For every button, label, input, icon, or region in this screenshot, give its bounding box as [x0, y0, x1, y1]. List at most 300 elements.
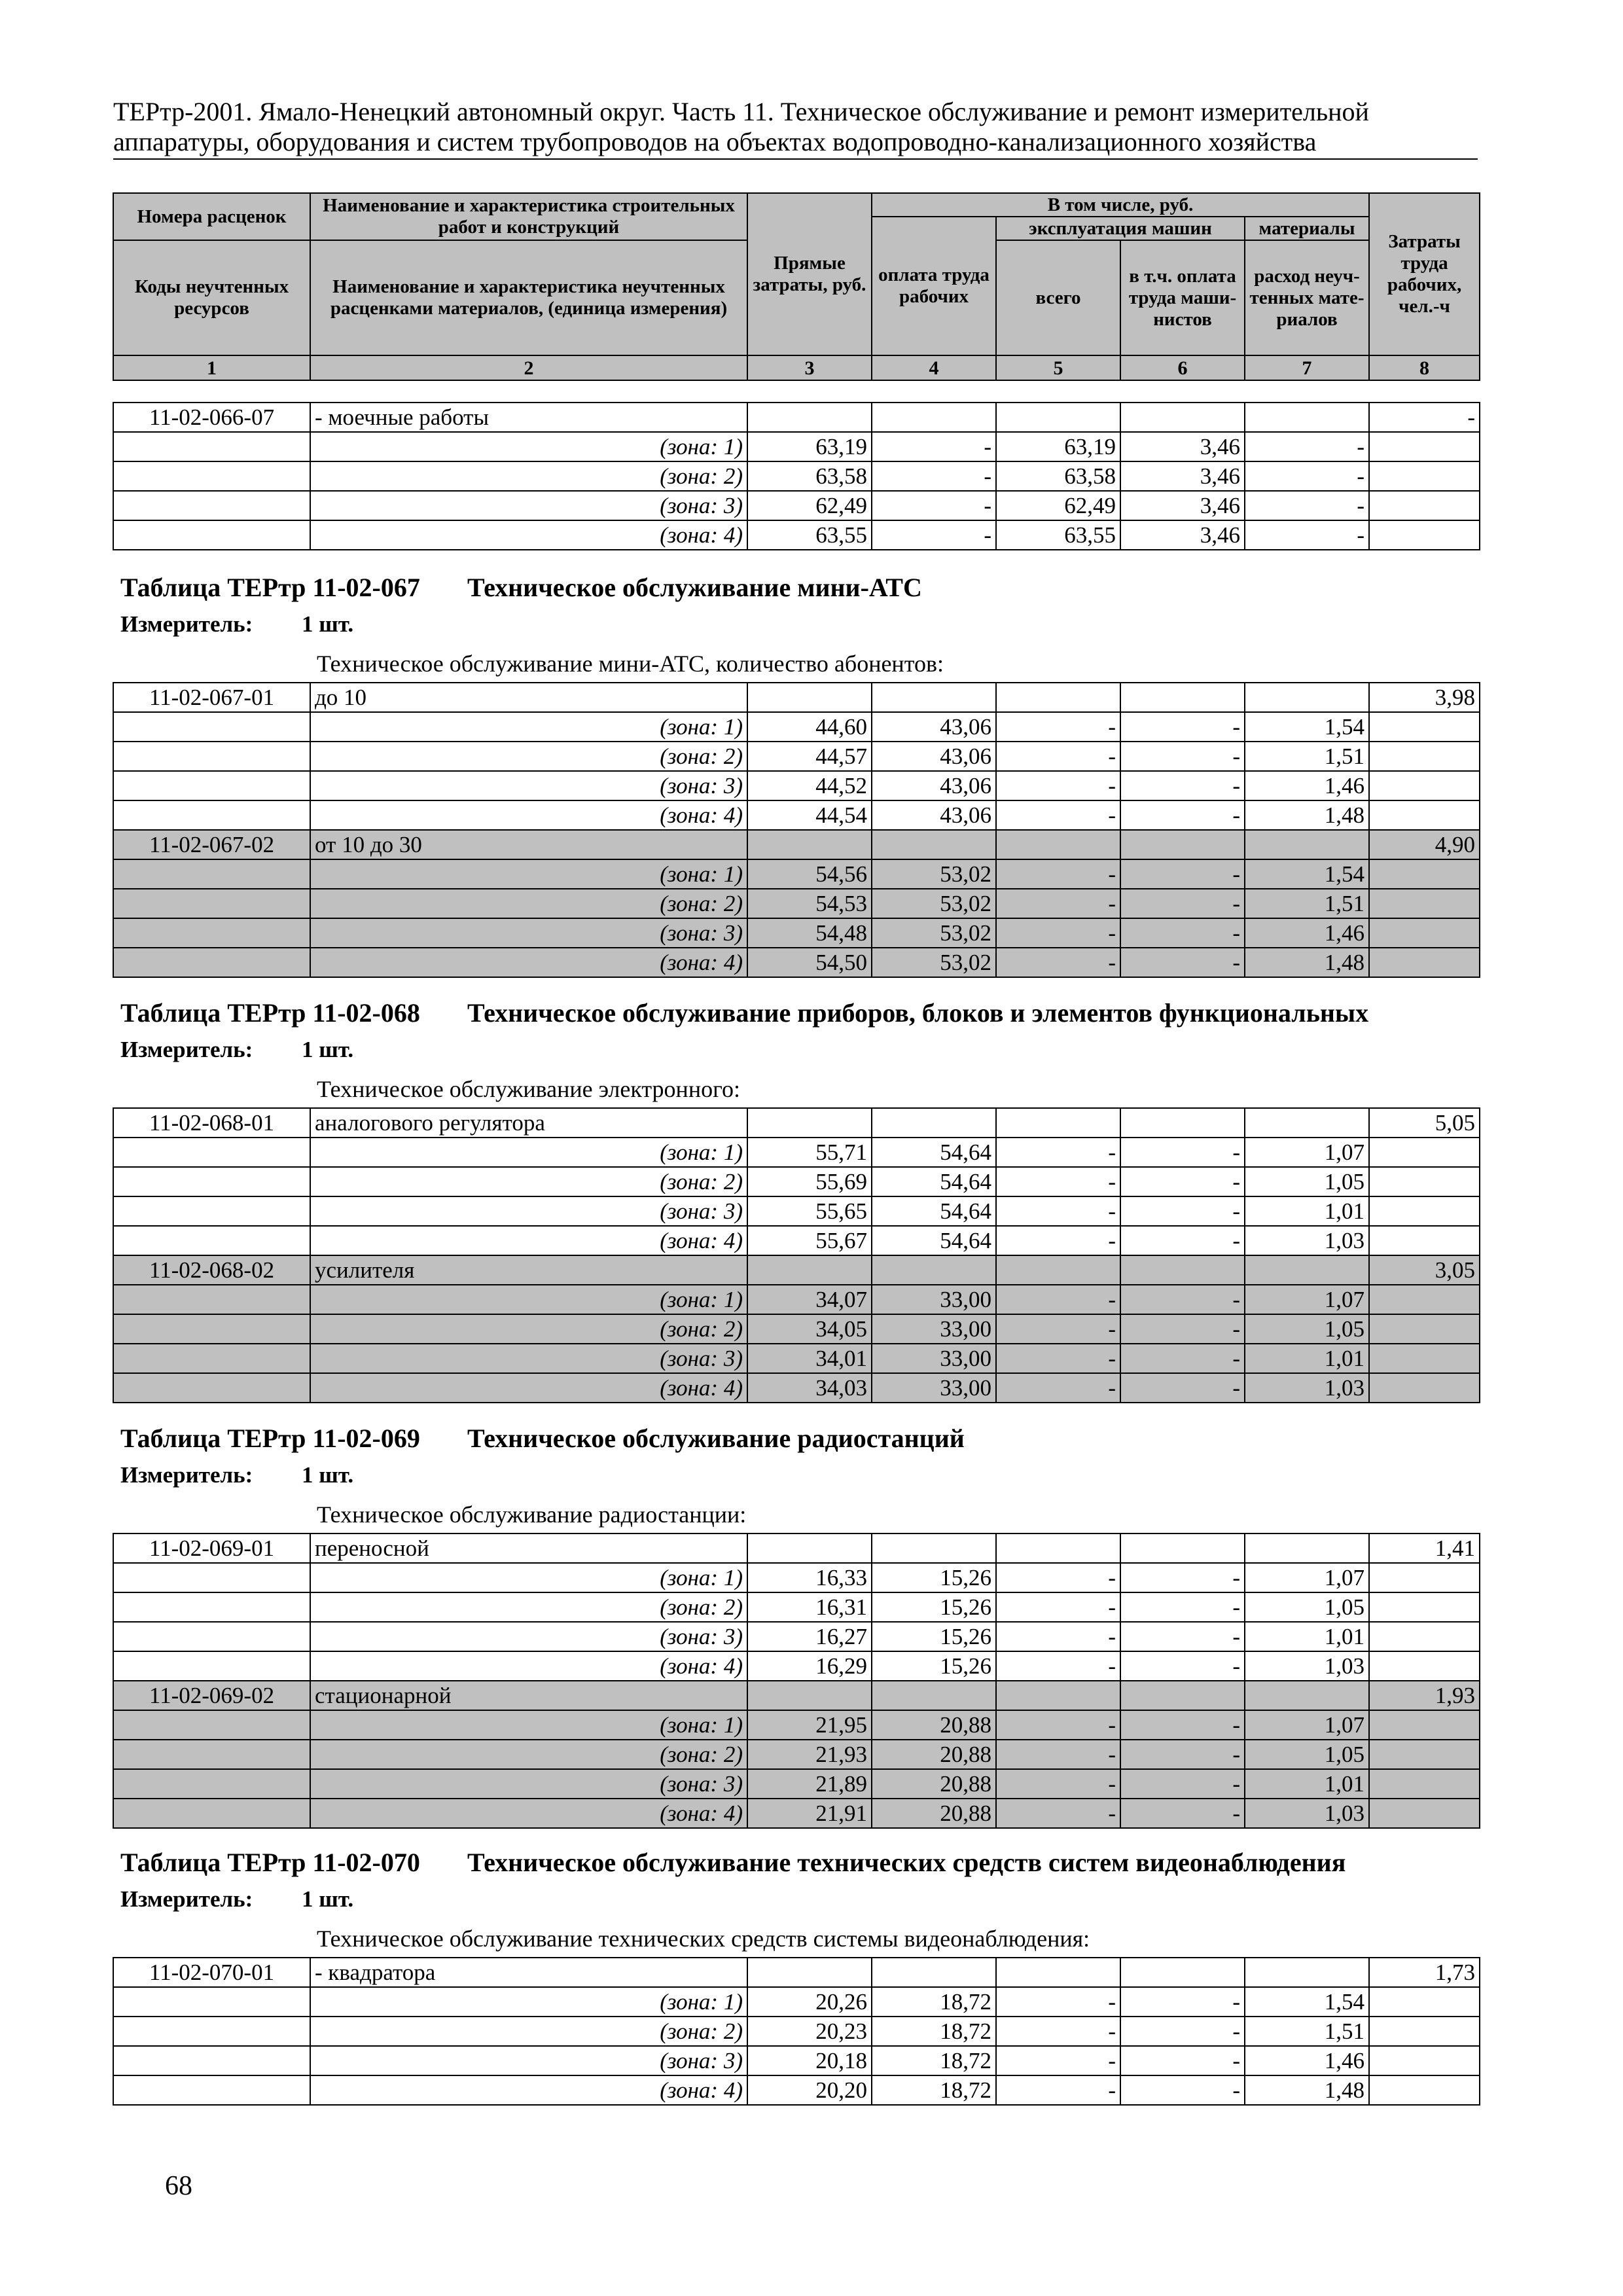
- materials: 1,07: [1245, 1285, 1369, 1314]
- rate-group: [113, 1108, 1480, 1255]
- zone-label: (зона: 3): [310, 1769, 747, 1799]
- labor-pay: 15,26: [872, 1651, 996, 1681]
- machine-total: -: [996, 1592, 1120, 1622]
- empty-cell: [1369, 771, 1480, 800]
- machine-total: -: [996, 800, 1120, 830]
- empty-cell: [113, 1710, 310, 1740]
- direct-costs: 20,18: [747, 2046, 872, 2075]
- machine-total: -: [996, 1769, 1120, 1799]
- table-number: Таблица ТЕРтр 11-02-068: [120, 998, 420, 1028]
- table-title: Техническое обслуживание мини-АТС: [467, 573, 922, 602]
- zone-label: (зона: 1): [310, 1138, 747, 1167]
- rate-name: - моечные работы: [310, 403, 747, 432]
- section-title: [120, 1423, 1475, 1454]
- rate-name: - квадратора: [310, 1958, 747, 1987]
- col-direct-costs: Прямые затраты, руб.: [747, 193, 872, 355]
- zone-label: (зона: 2): [310, 742, 747, 771]
- machine-total: 62,49: [996, 491, 1120, 520]
- machinist-pay: -: [1120, 1167, 1245, 1196]
- labor-pay: 18,72: [872, 2017, 996, 2046]
- materials: 1,07: [1245, 1138, 1369, 1167]
- zone-label: (зона: 3): [310, 2046, 747, 2075]
- zone-label: (зона: 1): [310, 1987, 747, 2017]
- materials: -: [1245, 432, 1369, 461]
- empty-cell: [1369, 1373, 1480, 1403]
- machine-total: -: [996, 918, 1120, 948]
- machine-total: -: [996, 1314, 1120, 1344]
- materials: 1,05: [1245, 1740, 1369, 1769]
- empty-cell: [1369, 712, 1480, 742]
- direct-costs: 16,31: [747, 1592, 872, 1622]
- direct-costs: 20,20: [747, 2075, 872, 2105]
- labor-costs: 1,73: [1369, 1958, 1480, 1987]
- machine-total: -: [996, 771, 1120, 800]
- direct-costs: 55,69: [747, 1167, 872, 1196]
- materials: 1,01: [1245, 1769, 1369, 1799]
- empty-cell: [113, 1987, 310, 2017]
- col-rate-numbers: Номера расценок: [113, 193, 310, 240]
- empty-cell: [1120, 683, 1245, 712]
- direct-costs: 16,33: [747, 1563, 872, 1592]
- empty-cell: [872, 403, 996, 432]
- table-section: [120, 997, 1475, 1103]
- machine-total: -: [996, 859, 1120, 889]
- rate-name: аналогового регулятора: [310, 1108, 747, 1138]
- empty-cell: [996, 1534, 1120, 1563]
- zone-label: (зона: 4): [310, 1373, 747, 1403]
- machinist-pay: -: [1120, 1285, 1245, 1314]
- machine-total: -: [996, 2017, 1120, 2046]
- labor-costs: 4,90: [1369, 830, 1480, 859]
- empty-cell: [113, 800, 310, 830]
- materials: 1,48: [1245, 800, 1369, 830]
- rate-name: до 10: [310, 683, 747, 712]
- zone-label: (зона: 2): [310, 1592, 747, 1622]
- direct-costs: 21,93: [747, 1740, 872, 1769]
- empty-cell: [747, 1255, 872, 1285]
- zone-label: (зона: 4): [310, 948, 747, 977]
- labor-pay: 33,00: [872, 1285, 996, 1314]
- machine-total: -: [996, 1285, 1120, 1314]
- section-description: Техническое обслуживание электронного:: [317, 1076, 740, 1102]
- meter-value: 1 шт.: [302, 611, 354, 637]
- meter-label: Измеритель:: [120, 1037, 253, 1062]
- rate-group: [113, 830, 1480, 977]
- col-number: 2: [310, 355, 747, 380]
- meter-line: [120, 1885, 1475, 1914]
- zone-label: (зона: 3): [310, 1196, 747, 1226]
- labor-pay: -: [872, 520, 996, 550]
- machinist-pay: 3,46: [1120, 491, 1245, 520]
- zone-label: (зона: 1): [310, 1563, 747, 1592]
- empty-cell: [747, 683, 872, 712]
- machine-total: 63,58: [996, 461, 1120, 491]
- zone-label: (зона: 2): [310, 461, 747, 491]
- direct-costs: 63,19: [747, 432, 872, 461]
- materials: 1,54: [1245, 1987, 1369, 2017]
- empty-cell: [1369, 1563, 1480, 1592]
- empty-cell: [747, 1681, 872, 1710]
- materials: 1,03: [1245, 1226, 1369, 1255]
- empty-cell: [113, 742, 310, 771]
- labor-pay: 15,26: [872, 1622, 996, 1651]
- empty-cell: [1245, 1681, 1369, 1710]
- labor-costs: 5,05: [1369, 1108, 1480, 1138]
- zone-label: (зона: 2): [310, 1740, 747, 1769]
- materials: 1,51: [1245, 889, 1369, 918]
- empty-cell: [113, 1373, 310, 1403]
- table-section: [120, 1847, 1475, 1953]
- page-number: 68: [165, 2171, 192, 2201]
- labor-pay: 18,72: [872, 2046, 996, 2075]
- rate-group: [113, 1681, 1480, 1828]
- machinist-pay: -: [1120, 1373, 1245, 1403]
- empty-cell: [1369, 859, 1480, 889]
- col-resource-codes: Коды неучтенных ресурсов: [113, 240, 310, 355]
- rate-table: [113, 682, 1480, 978]
- empty-cell: [872, 1255, 996, 1285]
- section-title: [120, 572, 1475, 603]
- machine-total: 63,55: [996, 520, 1120, 550]
- machinist-pay: -: [1120, 1987, 1245, 2017]
- materials: 1,46: [1245, 2046, 1369, 2075]
- machine-total: -: [996, 1987, 1120, 2017]
- direct-costs: 55,65: [747, 1196, 872, 1226]
- direct-costs: 20,26: [747, 1987, 872, 2017]
- rate-code: 11-02-070-01: [113, 1958, 310, 1987]
- meter-line: [120, 1035, 1475, 1064]
- meter-line: [120, 610, 1475, 639]
- table-number: Таблица ТЕРтр 11-02-069: [120, 1424, 420, 1453]
- col-work-name: Наименование и характеристика строительных работ и конструкций: [310, 193, 747, 240]
- empty-cell: [1245, 1255, 1369, 1285]
- empty-cell: [1120, 403, 1245, 432]
- labor-pay: 18,72: [872, 2075, 996, 2105]
- table-section: [120, 572, 1475, 678]
- zone-label: (зона: 1): [310, 712, 747, 742]
- empty-cell: [1369, 1138, 1480, 1167]
- empty-cell: [747, 830, 872, 859]
- direct-costs: 63,58: [747, 461, 872, 491]
- empty-cell: [1369, 461, 1480, 491]
- machinist-pay: -: [1120, 1740, 1245, 1769]
- materials: 1,07: [1245, 1710, 1369, 1740]
- empty-cell: [996, 1255, 1120, 1285]
- empty-cell: [1245, 683, 1369, 712]
- section-description: Техническое обслуживание радиостанции:: [317, 1501, 747, 1528]
- labor-pay: 43,06: [872, 742, 996, 771]
- col-number: 4: [872, 355, 996, 380]
- zone-label: (зона: 4): [310, 1651, 747, 1681]
- empty-cell: [872, 830, 996, 859]
- zone-label: (зона: 2): [310, 2017, 747, 2046]
- machine-total: -: [996, 1138, 1120, 1167]
- empty-cell: [1369, 800, 1480, 830]
- empty-cell: [1369, 1167, 1480, 1196]
- col-unaccounted-materials: расход неуч-тенных мате-риалов: [1245, 240, 1369, 355]
- zone-label: (зона: 2): [310, 889, 747, 918]
- empty-cell: [1369, 1740, 1480, 1769]
- rate-group: [113, 1958, 1480, 2105]
- direct-costs: 55,71: [747, 1138, 872, 1167]
- empty-cell: [747, 1534, 872, 1563]
- machinist-pay: -: [1120, 1314, 1245, 1344]
- empty-cell: [1369, 2075, 1480, 2105]
- zone-label: (зона: 2): [310, 1314, 747, 1344]
- labor-costs: 1,41: [1369, 1534, 1480, 1563]
- empty-cell: [1369, 1622, 1480, 1651]
- machinist-pay: -: [1120, 1196, 1245, 1226]
- empty-cell: [1245, 1108, 1369, 1138]
- materials: 1,01: [1245, 1622, 1369, 1651]
- empty-cell: [1369, 1651, 1480, 1681]
- empty-cell: [113, 1592, 310, 1622]
- rate-code: 11-02-068-01: [113, 1108, 310, 1138]
- machinist-pay: 3,46: [1120, 432, 1245, 461]
- machinist-pay: -: [1120, 1592, 1245, 1622]
- zone-label: (зона: 3): [310, 918, 747, 948]
- labor-pay: -: [872, 491, 996, 520]
- machinist-pay: -: [1120, 1651, 1245, 1681]
- table-title: Техническое обслуживание технических средств систем видеонаблюдения: [467, 1848, 1346, 1877]
- machinist-pay: -: [1120, 1344, 1245, 1373]
- labor-pay: 53,02: [872, 889, 996, 918]
- labor-costs: 1,93: [1369, 1681, 1480, 1710]
- materials: 1,48: [1245, 948, 1369, 977]
- direct-costs: 44,52: [747, 771, 872, 800]
- empty-cell: [1369, 432, 1480, 461]
- direct-costs: 21,91: [747, 1799, 872, 1828]
- labor-pay: 15,26: [872, 1563, 996, 1592]
- header-line-2: аппаратуры, оборудования и систем трубопроводов на объектах водопроводно-канализационного хозяйства: [113, 127, 1317, 156]
- machine-total: -: [996, 1622, 1120, 1651]
- empty-cell: [1369, 918, 1480, 948]
- labor-pay: 33,00: [872, 1314, 996, 1344]
- materials: 1,51: [1245, 2017, 1369, 2046]
- empty-cell: [113, 2046, 310, 2075]
- section-title: [120, 997, 1475, 1029]
- empty-cell: [113, 432, 310, 461]
- empty-cell: [1369, 1769, 1480, 1799]
- rate-code: 11-02-066-07: [113, 403, 310, 432]
- machine-total: -: [996, 1344, 1120, 1373]
- machine-total: -: [996, 1373, 1120, 1403]
- rate-group: [113, 1255, 1480, 1403]
- empty-cell: [872, 1108, 996, 1138]
- empty-cell: [1369, 1285, 1480, 1314]
- empty-cell: [113, 1622, 310, 1651]
- rate-code: 11-02-067-02: [113, 830, 310, 859]
- empty-cell: [113, 2075, 310, 2105]
- header-line-1: ТЕРтр-2001. Ямало-Ненецкий автономный округ. Часть 11. Техническое обслуживание и ремонт измерительной: [113, 97, 1369, 126]
- zone-label: (зона: 1): [310, 1710, 747, 1740]
- direct-costs: 16,27: [747, 1622, 872, 1651]
- labor-pay: 20,88: [872, 1740, 996, 1769]
- zone-label: (зона: 1): [310, 859, 747, 889]
- machinist-pay: -: [1120, 948, 1245, 977]
- rate-name: усилителя: [310, 1255, 747, 1285]
- materials: 1,01: [1245, 1344, 1369, 1373]
- meter-label: Измеритель:: [120, 1462, 253, 1488]
- labor-pay: -: [872, 461, 996, 491]
- direct-costs: 34,01: [747, 1344, 872, 1373]
- materials: 1,03: [1245, 1651, 1369, 1681]
- col-machinist-pay: в т.ч. оплата труда маши-нистов: [1120, 240, 1245, 355]
- direct-costs: 21,89: [747, 1769, 872, 1799]
- machine-total: -: [996, 742, 1120, 771]
- empty-cell: [996, 403, 1120, 432]
- empty-cell: [1245, 403, 1369, 432]
- materials: 1,01: [1245, 1196, 1369, 1226]
- materials: -: [1245, 491, 1369, 520]
- col-number: 1: [113, 355, 310, 380]
- col-materials: материалы: [1245, 217, 1369, 240]
- table-number: Таблица ТЕРтр 11-02-067: [120, 573, 420, 602]
- empty-cell: [872, 1534, 996, 1563]
- materials: 1,46: [1245, 918, 1369, 948]
- meter-value: 1 шт.: [302, 1037, 354, 1062]
- labor-pay: 20,88: [872, 1799, 996, 1828]
- meter-value: 1 шт.: [302, 1886, 354, 1912]
- materials: 1,54: [1245, 859, 1369, 889]
- page-header: [113, 97, 1478, 160]
- rate-name: переносной: [310, 1534, 747, 1563]
- col-number: 7: [1245, 355, 1369, 380]
- empty-cell: [113, 1167, 310, 1196]
- machine-total: -: [996, 2075, 1120, 2105]
- empty-cell: [113, 1196, 310, 1226]
- empty-cell: [996, 1958, 1120, 1987]
- machine-total: -: [996, 1799, 1120, 1828]
- empty-cell: [872, 1958, 996, 1987]
- machine-total: -: [996, 712, 1120, 742]
- empty-cell: [113, 1314, 310, 1344]
- direct-costs: 21,95: [747, 1710, 872, 1740]
- machine-total: -: [996, 2046, 1120, 2075]
- col-including: В том числе, руб.: [872, 193, 1369, 217]
- section-title: [120, 1847, 1475, 1878]
- empty-cell: [113, 712, 310, 742]
- empty-cell: [113, 2017, 310, 2046]
- meter-label: Измеритель:: [120, 611, 253, 637]
- rate-table: [113, 1107, 1480, 1403]
- direct-costs: 54,56: [747, 859, 872, 889]
- empty-cell: [1369, 491, 1480, 520]
- empty-cell: [113, 491, 310, 520]
- section-description: Техническое обслуживание технических средств системы видеонаблюдения:: [317, 1926, 1090, 1952]
- empty-cell: [1245, 830, 1369, 859]
- machinist-pay: -: [1120, 800, 1245, 830]
- direct-costs: 16,29: [747, 1651, 872, 1681]
- machine-total: -: [996, 889, 1120, 918]
- machine-total: -: [996, 1563, 1120, 1592]
- materials: 1,05: [1245, 1314, 1369, 1344]
- empty-cell: [747, 1958, 872, 1987]
- zone-label: (зона: 3): [310, 491, 747, 520]
- empty-cell: [1369, 1592, 1480, 1622]
- materials: 1,05: [1245, 1592, 1369, 1622]
- machinist-pay: -: [1120, 918, 1245, 948]
- materials: 1,03: [1245, 1373, 1369, 1403]
- labor-pay: 54,64: [872, 1167, 996, 1196]
- empty-cell: [1369, 948, 1480, 977]
- empty-cell: [1369, 520, 1480, 550]
- direct-costs: 62,49: [747, 491, 872, 520]
- direct-costs: 44,54: [747, 800, 872, 830]
- materials: 1,54: [1245, 712, 1369, 742]
- empty-cell: [996, 830, 1120, 859]
- empty-cell: [113, 1799, 310, 1828]
- machinist-pay: -: [1120, 771, 1245, 800]
- rate-group: [113, 683, 1480, 830]
- machinist-pay: -: [1120, 712, 1245, 742]
- rate-group: [113, 403, 1480, 550]
- empty-cell: [1369, 1987, 1480, 2017]
- empty-cell: [113, 461, 310, 491]
- machine-total: -: [996, 1226, 1120, 1255]
- rate-code: 11-02-068-02: [113, 1255, 310, 1285]
- labor-pay: 33,00: [872, 1344, 996, 1373]
- empty-cell: [113, 1226, 310, 1255]
- empty-cell: [1369, 1226, 1480, 1255]
- machinist-pay: -: [1120, 1226, 1245, 1255]
- empty-cell: [113, 1740, 310, 1769]
- empty-cell: [872, 683, 996, 712]
- labor-pay: 53,02: [872, 948, 996, 977]
- labor-pay: 54,64: [872, 1138, 996, 1167]
- labor-pay: 20,88: [872, 1769, 996, 1799]
- rate-table: [113, 402, 1480, 550]
- empty-cell: [113, 1344, 310, 1373]
- labor-pay: 54,64: [872, 1196, 996, 1226]
- empty-cell: [1120, 1958, 1245, 1987]
- empty-cell: [113, 918, 310, 948]
- rate-code: 11-02-069-02: [113, 1681, 310, 1710]
- col-labor-costs: Затраты труда рабочих, чел.-ч: [1369, 193, 1480, 355]
- empty-cell: [996, 1681, 1120, 1710]
- zone-label: (зона: 3): [310, 1344, 747, 1373]
- labor-pay: 43,06: [872, 800, 996, 830]
- zone-label: (зона: 4): [310, 1226, 747, 1255]
- labor-pay: 20,88: [872, 1710, 996, 1740]
- table-title: Техническое обслуживание приборов, блоков и элементов функциональных: [467, 998, 1369, 1028]
- empty-cell: [1369, 1196, 1480, 1226]
- empty-cell: [996, 683, 1120, 712]
- machinist-pay: -: [1120, 889, 1245, 918]
- empty-cell: [113, 1563, 310, 1592]
- empty-cell: [747, 403, 872, 432]
- empty-cell: [1120, 1534, 1245, 1563]
- empty-cell: [1369, 889, 1480, 918]
- labor-pay: 54,64: [872, 1226, 996, 1255]
- empty-cell: [1369, 1314, 1480, 1344]
- zone-label: (зона: 4): [310, 2075, 747, 2105]
- zone-label: (зона: 4): [310, 800, 747, 830]
- column-header-table: [113, 192, 1480, 381]
- materials: -: [1245, 461, 1369, 491]
- zone-label: (зона: 1): [310, 1285, 747, 1314]
- direct-costs: 34,03: [747, 1373, 872, 1403]
- empty-cell: [1245, 1534, 1369, 1563]
- empty-cell: [113, 1285, 310, 1314]
- empty-cell: [1120, 1681, 1245, 1710]
- empty-cell: [113, 771, 310, 800]
- machine-total: -: [996, 1710, 1120, 1740]
- empty-cell: [1120, 1255, 1245, 1285]
- empty-cell: [113, 859, 310, 889]
- zone-label: (зона: 3): [310, 771, 747, 800]
- rate-table: [113, 1957, 1480, 2106]
